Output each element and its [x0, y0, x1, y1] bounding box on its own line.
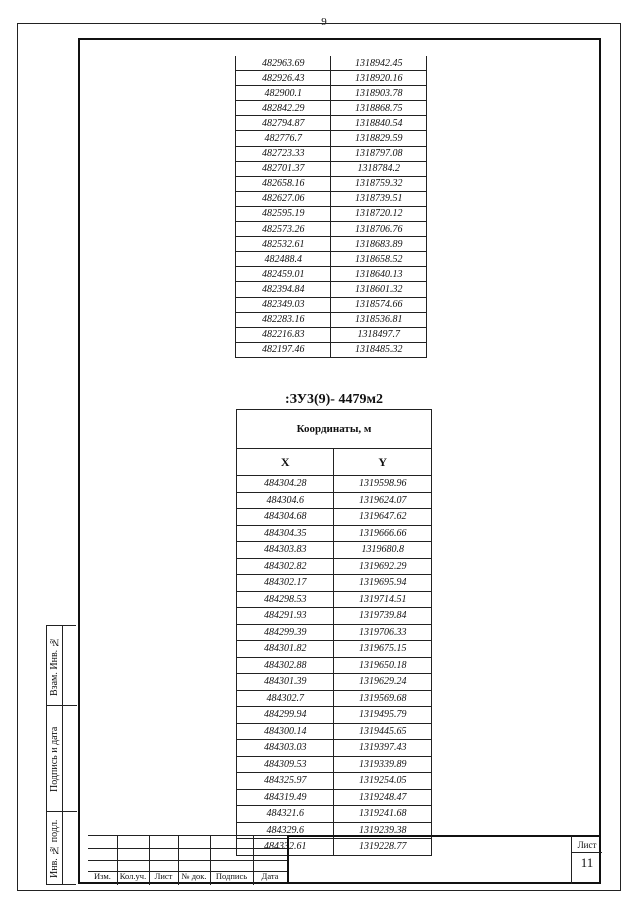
coord-x: 482488.4 — [236, 252, 331, 267]
coord-x: 484303.03 — [237, 740, 334, 757]
table-row — [237, 591, 432, 608]
table-row — [237, 476, 432, 493]
coord-y: 1318942.45 — [331, 56, 427, 71]
inv-podl-label: Инв. № подл. — [49, 819, 60, 879]
coord-x: 484298.53 — [237, 591, 334, 608]
izm-label: Изм. — [94, 871, 111, 881]
table-row — [237, 575, 432, 592]
table-row — [236, 71, 427, 86]
coord-y: 1319650.18 — [334, 657, 432, 674]
coord-y: 1318536.81 — [331, 312, 427, 327]
table-row — [236, 131, 427, 146]
coord-x: 484291.93 — [237, 608, 334, 625]
coordinates-header: Координаты, м — [237, 410, 432, 449]
coord-x: 484304.28 — [237, 476, 334, 493]
column-y-header: Y — [334, 449, 432, 476]
plot-title: :ЗУ3(9)- 4479м2 — [285, 392, 383, 407]
coord-y: 1318601.32 — [331, 282, 427, 297]
table-row — [237, 525, 432, 542]
coord-y: 1319629.24 — [334, 674, 432, 691]
coord-y: 1318574.66 — [331, 297, 427, 312]
coord-y: 1318903.78 — [331, 86, 427, 101]
coord-y: 1319495.79 — [334, 707, 432, 724]
coord-y: 1318683.89 — [331, 237, 427, 252]
table-row — [236, 56, 427, 71]
table-row — [237, 707, 432, 724]
coord-y: 1319445.65 — [334, 723, 432, 740]
coord-y: 1319706.33 — [334, 624, 432, 641]
list-label: Лист — [154, 871, 173, 881]
title-block — [88, 835, 601, 884]
table-row — [237, 657, 432, 674]
table-row — [237, 674, 432, 691]
table-row — [237, 756, 432, 773]
table-row — [237, 740, 432, 757]
coord-y: 1318485.32 — [331, 342, 427, 357]
coord-x: 482595.19 — [236, 206, 331, 221]
table-row — [236, 342, 427, 357]
podpis-data-label: Подпись и дата — [49, 726, 60, 792]
coord-y: 1319680.8 — [334, 542, 432, 559]
coord-x: 482701.37 — [236, 161, 331, 176]
coord-y: 1318640.13 — [331, 267, 427, 282]
coordinates-table-continued — [235, 56, 427, 358]
coord-x: 482216.83 — [236, 327, 331, 342]
data-label: Дата — [261, 871, 279, 881]
coord-x: 482394.84 — [236, 282, 331, 297]
coord-y: 1319675.15 — [334, 641, 432, 658]
coord-x: 482926.43 — [236, 71, 331, 86]
table-row — [237, 641, 432, 658]
coord-y: 1319739.84 — [334, 608, 432, 625]
coord-x: 482532.61 — [236, 237, 331, 252]
table-row — [236, 237, 427, 252]
coord-y: 1318840.54 — [331, 116, 427, 131]
coord-y: 1318720.12 — [331, 206, 427, 221]
coord-x: 484325.97 — [237, 773, 334, 790]
coord-x: 482842.29 — [236, 101, 331, 116]
table-row — [236, 86, 427, 101]
table-row — [237, 542, 432, 559]
coord-x: 484321.6 — [237, 806, 334, 823]
n-dok-label: № док. — [181, 871, 207, 881]
coord-x: 484299.39 — [237, 624, 334, 641]
podpis-label: Подпись — [215, 871, 248, 881]
coord-x: 482349.03 — [236, 297, 331, 312]
coord-y: 1319624.07 — [334, 492, 432, 509]
table-row — [236, 161, 427, 176]
coord-y: 1318797.08 — [331, 146, 427, 161]
table-row — [236, 146, 427, 161]
table-row — [237, 558, 432, 575]
coord-x: 484304.68 — [237, 509, 334, 526]
coord-x: 482283.16 — [236, 312, 331, 327]
coord-x: 482573.26 — [236, 222, 331, 237]
coord-x: 482963.69 — [236, 56, 331, 71]
table-row — [236, 282, 427, 297]
coord-y: 1318706.76 — [331, 222, 427, 237]
coord-x: 482794.87 — [236, 116, 331, 131]
column-x-header: X — [237, 449, 334, 476]
table-row — [237, 624, 432, 641]
table-row — [237, 723, 432, 740]
coord-y: 1318920.16 — [331, 71, 427, 86]
coord-y: 1318868.75 — [331, 101, 427, 116]
coord-y: 1318759.32 — [331, 176, 427, 191]
table-row — [237, 773, 432, 790]
coord-y: 1319397.43 — [334, 740, 432, 757]
table-row — [236, 297, 427, 312]
coord-x: 482776.7 — [236, 131, 331, 146]
table-row — [236, 191, 427, 206]
table-row — [237, 608, 432, 625]
coord-x: 484332.61 — [237, 839, 334, 856]
table-row — [236, 116, 427, 131]
table-row — [236, 222, 427, 237]
coord-y: 1319254.05 — [334, 773, 432, 790]
coord-x: 484303.83 — [237, 542, 334, 559]
table-row — [237, 789, 432, 806]
coord-y: 1319666.66 — [334, 525, 432, 542]
table-row — [236, 101, 427, 116]
coord-y: 1319228.77 — [334, 839, 432, 856]
coord-x: 482459.01 — [236, 267, 331, 282]
coord-x: 484301.82 — [237, 641, 334, 658]
table-row — [236, 267, 427, 282]
coord-x: 482627.06 — [236, 191, 331, 206]
margin-stamp — [46, 625, 76, 885]
coord-x: 484302.82 — [237, 558, 334, 575]
coord-x: 484301.39 — [237, 674, 334, 691]
coord-x: 484329.6 — [237, 822, 334, 839]
coord-x: 482658.16 — [236, 176, 331, 191]
coord-y: 1319647.62 — [334, 509, 432, 526]
table-row — [236, 327, 427, 342]
coord-y: 1318497.7 — [331, 327, 427, 342]
sheet-box — [571, 835, 601, 884]
coord-x: 484302.88 — [237, 657, 334, 674]
coord-y: 1318658.52 — [331, 252, 427, 267]
table-row — [237, 492, 432, 509]
table-row — [236, 312, 427, 327]
vzam-inv-label: Взам. Инв. № — [49, 636, 60, 696]
table-row — [236, 252, 427, 267]
coord-y: 1319239.38 — [334, 822, 432, 839]
title-block-main — [287, 835, 571, 884]
coord-y: 1319714.51 — [334, 591, 432, 608]
kol-uch-label: Кол.уч. — [119, 871, 147, 881]
coord-x: 484319.49 — [237, 789, 334, 806]
coord-x: 482197.46 — [236, 342, 331, 357]
coord-y: 1319248.47 — [334, 789, 432, 806]
sheet-number: 11 — [580, 855, 594, 870]
coord-y: 1319695.94 — [334, 575, 432, 592]
coord-y: 1319241.68 — [334, 806, 432, 823]
table-row — [236, 206, 427, 221]
coord-y: 1319692.29 — [334, 558, 432, 575]
table-row — [237, 690, 432, 707]
coord-y: 1319598.96 — [334, 476, 432, 493]
coord-x: 484300.14 — [237, 723, 334, 740]
coord-x: 484304.35 — [237, 525, 334, 542]
coord-x: 484299.94 — [237, 707, 334, 724]
coordinates-table — [236, 409, 432, 856]
coord-x: 482900.1 — [236, 86, 331, 101]
coord-x: 484302.17 — [237, 575, 334, 592]
table-row — [237, 509, 432, 526]
coord-x: 484302.7 — [237, 690, 334, 707]
coord-y: 1319569.68 — [334, 690, 432, 707]
coord-y: 1318739.51 — [331, 191, 427, 206]
coord-y: 1318829.59 — [331, 131, 427, 146]
table-row — [237, 806, 432, 823]
sheet-label: Лист — [572, 840, 602, 853]
table-row — [236, 176, 427, 191]
coord-x: 482723.33 — [236, 146, 331, 161]
coord-y: 1318784.2 — [331, 161, 427, 176]
coord-x: 484309.53 — [237, 756, 334, 773]
coord-x: 484304.6 — [237, 492, 334, 509]
coord-y: 1319339.89 — [334, 756, 432, 773]
top-page-number: 9 — [321, 16, 327, 28]
